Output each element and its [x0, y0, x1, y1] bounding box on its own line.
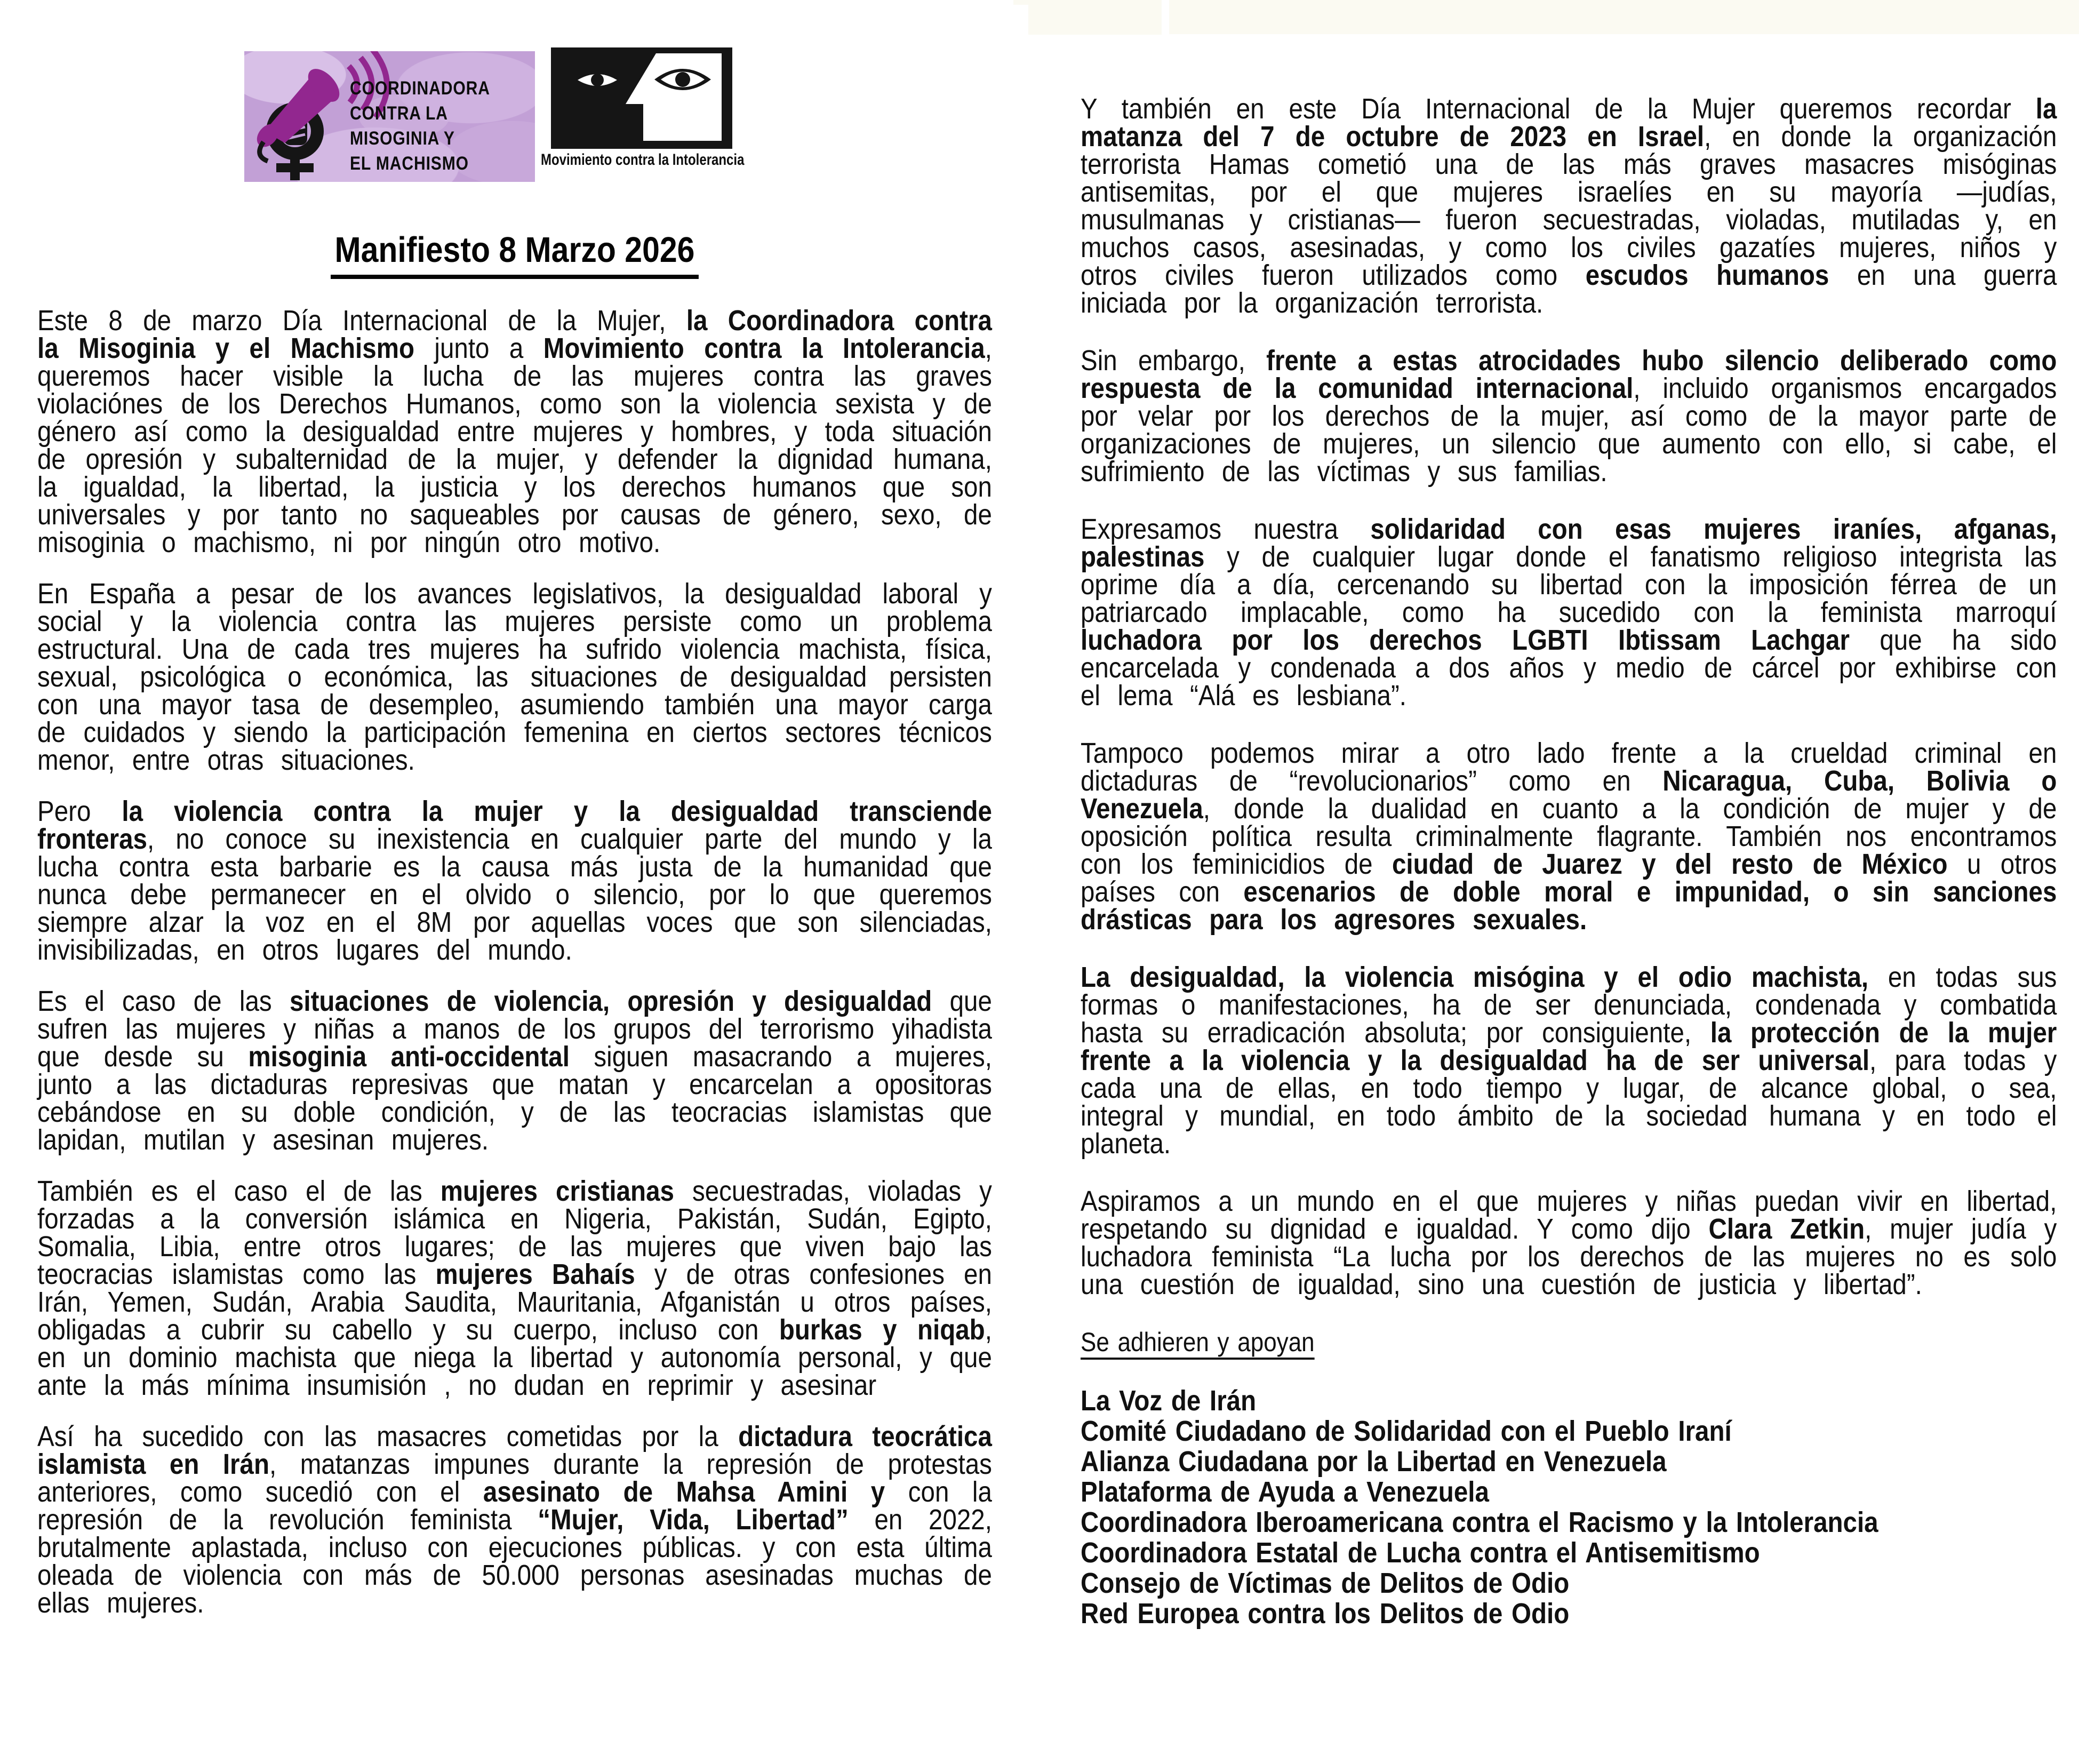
- two-faces-eyes-icon: [551, 47, 732, 149]
- text-run: Es el caso de las: [37, 985, 290, 1017]
- paragraph: [1081, 1187, 2057, 1298]
- scan-artifact: [1013, 0, 1162, 5]
- text-run: Nicaragua, Cuba, Bolivia o Venezuela: [1081, 765, 2057, 825]
- page-title-text: Manifiesto 8 Marzo 2026: [331, 229, 698, 279]
- text-run: Expresamos nuestra: [1081, 513, 1371, 545]
- paragraph: [37, 580, 992, 774]
- text-run: misoginia anti-occidental: [248, 1041, 570, 1073]
- text-run: la protección de la mujer frente a la violencia y la desigualdad ha de ser universal: [1081, 1017, 2057, 1076]
- text-run: Este 8 de marzo Día Internacional de la Mujer,: [37, 305, 686, 337]
- logo-text-line: EL MACHISMO: [350, 153, 469, 174]
- text-run: Así ha sucedido con las masacres cometidas por la: [37, 1420, 739, 1452]
- text-run: que sufren las mujeres y niñas a manos de los grupos del terrorismo yihadista que desde su: [37, 985, 992, 1073]
- text-run: Clara Zetkin: [1708, 1213, 1865, 1245]
- text-run: y de cualquier lugar donde el fanatismo religioso integrista las oprime día a día, cercenando su libertad con la imposición férrea de un patriarcado implacable, como ha sucedido con la feminista marroquí: [1081, 541, 2057, 628]
- text-run: dictadura teocrática islamista en Irán: [37, 1420, 992, 1480]
- logo-movimiento: [551, 47, 732, 149]
- text-run: , donde la dualidad en cuanto a la condición de mujer y de oposición política resulta criminalmente flagrante. También nos encontramos con los feminicidios de: [1081, 793, 2057, 880]
- text-run: , mujer judía y luchadora feminista “La lucha por los derechos de las mujeres no es solo una cuestión de igualdad, sino una cuestión de justicia y libertad”.: [1081, 1213, 2057, 1300]
- scan-artifact: [1028, 5, 1162, 35]
- paragraph: [1081, 95, 2057, 317]
- text-run: ciudad de Juarez y del resto de México: [1392, 848, 1948, 880]
- supporters-list: [1081, 1386, 2057, 1629]
- text-run: en 2022, brutalmente aplastada, incluso con ejecuciones públicas. y con esta última oleada de violencia con más de 50.000 personas asesinadas muchas de ellas mujeres.: [37, 1504, 992, 1619]
- paragraph: [37, 987, 992, 1154]
- logo-text-line: COORDINADORA: [350, 78, 490, 99]
- text-run: escenarios de doble moral e impunidad, o sin sanciones drásticas para los agresores sexuales.: [1081, 876, 2057, 936]
- page-title: [37, 229, 992, 279]
- text-run: , en donde la organización terrorista Hamas cometió una de las más graves masacres misóginas antisemitas, por el que mujeres israelíes en su mayoría —judías, musulmanas y cristianas— fueron secuestradas, violadas, mutiladas y, en muchos casos, asesinadas, y como los civiles gazatíes mujeres, niños y otros civiles fueron utilizados como: [1081, 121, 2057, 291]
- paragraph: [37, 1177, 992, 1399]
- text-run: escudos humanos: [1585, 259, 1829, 291]
- logo-text-line: MISOGINIA Y: [350, 128, 455, 149]
- adhesion-heading: Se adhieren y apoyan: [1081, 1327, 1315, 1357]
- text-run: que ha sido encarcelada y condenada a dos años y medio de cárcel por exhibirse con el lema “Alá es lesbiana”.: [1081, 624, 2057, 712]
- logo-movimiento-caption: Movimiento contra la Intolerancia: [541, 151, 745, 169]
- supporter-item: Coordinadora Estatal de Lucha contra el Antisemitismo: [1081, 1537, 1760, 1569]
- logo-text-line: CONTRA LA: [350, 103, 448, 124]
- paragraph: [1081, 737, 2057, 936]
- text-run: , en un dominio machista que niega la libertad y autonomía personal, y que ante la más mínima insumisión , no dudan en reprimir y asesinar: [37, 1314, 992, 1401]
- supporter-item: Consejo de Víctimas de Delitos de Odio: [1081, 1567, 1570, 1599]
- text-run: secuestradas, violadas y forzadas a la conversión islámica en Nigeria, Pakistán, Sudán, Egipto, Somalia, Libia, entre otros lugares; de las mujeres que viven bajo las teocracias islamistas como las: [37, 1175, 992, 1290]
- paragraph: [37, 1420, 992, 1619]
- text-run: Aspiramos a un mundo en el que mujeres y niñas puedan vivir en libertad, respetando su dignidad e igualdad. Y como dijo: [1081, 1185, 2057, 1245]
- text-run: Y también en este Día Internacional de la Mujer queremos recordar: [1081, 93, 2036, 125]
- text-run: También es el caso el de las: [37, 1175, 441, 1207]
- text-run: en una guerra iniciada por la organización terrorista.: [1081, 259, 2057, 319]
- paragraph: [1081, 963, 2057, 1158]
- text-run: , no conoce su inexistencia en cualquier parte del mundo y la lucha contra esta barbarie es la causa más justa de la humanidad que nunca debe permanecer en el olvido o silencio, por lo que queremos siempre alzar la voz en el 8M por aquellas voces que son silenciadas, invisibilizadas, en otros lugares del mundo.: [37, 823, 992, 966]
- right-column: [1081, 95, 2057, 1629]
- paragraph: [1081, 345, 2057, 488]
- text-run: Sin embargo,: [1081, 345, 1267, 377]
- text-run: , matanzas impunes durante la represión de protestas anteriores, como sucedió con el: [37, 1448, 992, 1508]
- text-run: y de otras confesiones en Irán, Yemen, Sudán, Arabia Saudita, Mauritania, Afganistán u otros países, obligadas a cubrir su cabello y su cuerpo, incluso con: [37, 1258, 992, 1346]
- logo-coordinadora: [244, 51, 535, 182]
- text-run: burkas y niqab: [779, 1314, 985, 1346]
- text-run: u otros países con: [1081, 848, 2057, 908]
- text-run: junto a: [414, 332, 543, 364]
- text-run: Tampoco podemos mirar a otro lado frente a la crueldad criminal en dictaduras de “revolucionarios” como en: [1081, 737, 2057, 797]
- paragraph: [37, 797, 992, 964]
- text-run: en todas sus formas o manifestaciones, ha de ser denunciada, condenada y combatida hasta su erradicación absoluta; por consiguiente,: [1081, 961, 2057, 1049]
- text-run: , incluido organismos encargados por velar por los derechos de la mujer, así como de la mayor parte de organizaciones de mujeres, un silencio que aumento con ello, si cabe, el sufrimiento de las víctimas y sus familias.: [1081, 372, 2057, 488]
- text-run: con la represión de la revolución feminista: [37, 1476, 992, 1536]
- text-run: situaciones de violencia, opresión y desigualdad: [289, 985, 932, 1017]
- paragraph: [1081, 513, 2057, 712]
- text-run: solidaridad con esas mujeres iraníes, afganas, palestinas: [1081, 513, 2057, 573]
- left-column: [37, 307, 992, 1640]
- text-run: luchadora por los derechos LGBTI Ibtissam Lachgar: [1081, 624, 1850, 656]
- text-run: la Coordinadora contra la Misoginia y el Machismo: [37, 305, 992, 364]
- text-run: , para todas y cada una de ellas, en todo tiempo y lugar, de alcance global, o sea, integral y mundial, en todo ámbito de la sociedad humana y en todo el planeta.: [1081, 1044, 2057, 1160]
- supporter-item: Comité Ciudadano de Solidaridad con el Pueblo Iraní: [1081, 1415, 1732, 1447]
- text-run: mujeres Bahaís: [435, 1258, 635, 1290]
- text-run: asesinato de Mahsa Amini y: [483, 1476, 885, 1508]
- text-run: la violencia contra la mujer y la desigualdad transciende fronteras: [37, 795, 992, 855]
- paragraph: [37, 307, 992, 556]
- text-run: siguen masacrando a mujeres, junto a las dictaduras represivas que matan y encarcelan a opositoras cebándose en su doble condición, y de las teocracias islamistas que lapidan, mutilan y asesinan mujeres.: [37, 1041, 992, 1156]
- text-run: , queremos hacer visible la lucha de las mujeres contra las graves violaciónes de los Derechos Humanos, como son la violencia sexista y de género así como la desigualdad entre mujeres y hombres, y toda situación de opresión y subalternidad de la mujer, y defender la dignidad humana, la igualdad, la libertad, la justicia y los derechos humanos que son universales y por tanto no saqueables por causas de género, sexo, de misoginia o machismo, ni por ningún otro motivo.: [37, 332, 992, 558]
- text-run: la matanza del 7 de octubre de 2023 en Israel: [1081, 93, 2057, 153]
- supporter-item: La Voz de Irán: [1081, 1385, 1257, 1417]
- supporter-item: Plataforma de Ayuda a Venezuela: [1081, 1476, 1489, 1508]
- logo-coordinadora-text: [350, 76, 490, 176]
- supporter-item: Coordinadora Iberoamericana contra el Racismo y la Intolerancia: [1081, 1506, 1878, 1538]
- text-run: frente a estas atrocidades hubo silencio deliberado como respuesta de la comunidad internacional: [1081, 345, 2057, 404]
- text-run: Pero: [37, 795, 122, 827]
- text-run: La desigualdad, la violencia misógina y el odio machista,: [1081, 961, 1869, 993]
- scan-artifact: [1169, 0, 2079, 34]
- text-run: Movimiento contra la Intolerancia: [543, 332, 985, 364]
- supporter-item: Alianza Ciudadana por la Libertad en Venezuela: [1081, 1446, 1667, 1478]
- text-run: “Mujer, Vida, Libertad”: [538, 1504, 849, 1536]
- text-run: mujeres cristianas: [440, 1175, 674, 1207]
- supporter-item: Red Europea contra los Delitos de Odio: [1081, 1598, 1570, 1630]
- text-run: En España a pesar de los avances legislativos, la desigualdad laboral y social y la violencia contra las mujeres persiste como un problema estructural. Una de cada tres mujeres ha sufrido violencia machista, física, sexual, psicológica o económica, las situaciones de desigualdad persisten con una mayor tasa de desempleo, asumiendo también una mayor carga de cuidados y siendo la participación femenina en ciertos sectores técnicos menor, entre otras situaciones.: [37, 578, 992, 776]
